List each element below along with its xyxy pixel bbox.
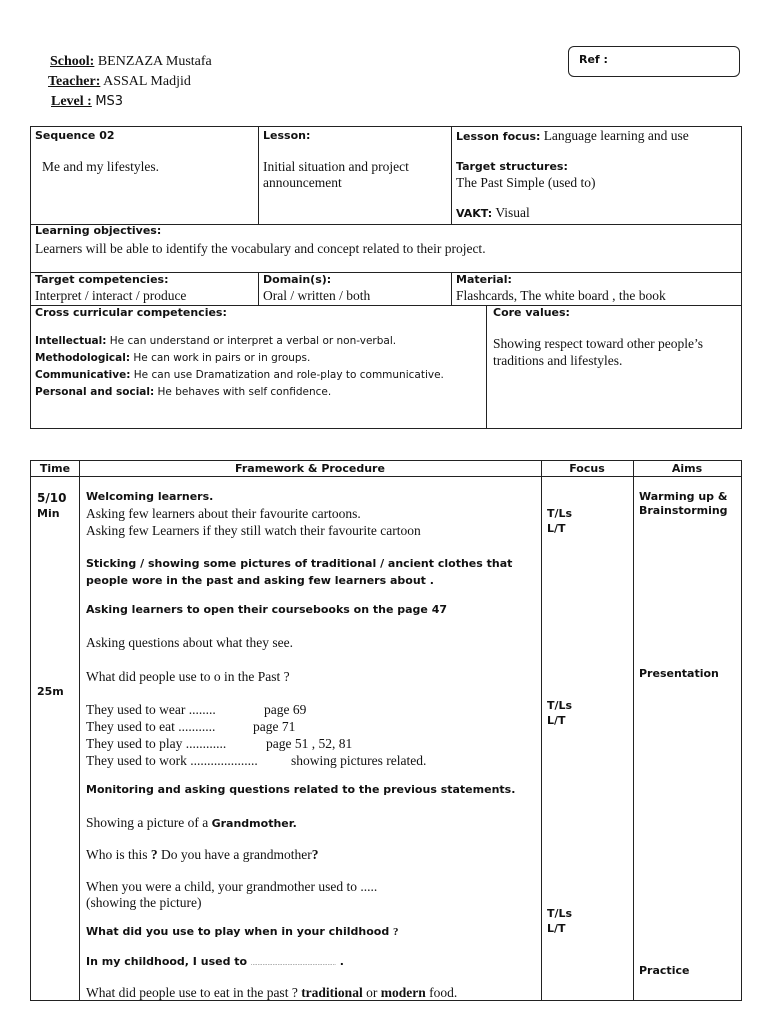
material-value: Flashcards, The white board , the book	[456, 288, 666, 303]
focus-2b: L/T	[547, 714, 566, 727]
showing-grandmother: Showing a picture of a Grandmother.	[86, 815, 297, 830]
time-1: 5/10	[37, 491, 67, 505]
lesson-focus	[456, 128, 689, 144]
what-play: What did you use to play when in your childhood ?	[86, 925, 399, 938]
core-label: Core values:	[493, 306, 570, 319]
core-value: Showing respect toward other people’s traditions and lifestyles.	[493, 336, 703, 368]
vakt-label: VAKT:	[456, 207, 493, 220]
divider	[258, 127, 259, 224]
target-value: The Past Simple (used to)	[456, 175, 596, 190]
teacher-row	[48, 72, 212, 92]
focus-2a: T/Ls	[547, 699, 573, 712]
used-line: They used to work .................... showing pictures related.	[86, 753, 427, 768]
lesson-label: Lesson:	[263, 129, 311, 142]
procedure-table	[30, 460, 742, 1001]
in-childhood: In my childhood, I used to …………………………………………… .	[86, 955, 344, 968]
used-line: They used to play ............ page 51 , 52, 81	[86, 736, 353, 751]
material-label: Material:	[456, 273, 512, 286]
ref-box	[568, 46, 740, 77]
what-did: What did people use to o in the Past ?	[86, 669, 290, 684]
time-2: 25m	[37, 685, 64, 698]
school-name: BENZAZA Mustafa	[97, 54, 212, 69]
cross-item: Communicative: He can use Dramatization and role-play to communicative.	[35, 369, 444, 381]
divider	[486, 305, 487, 428]
school-label: School:	[50, 54, 95, 69]
cross-list	[35, 333, 483, 401]
focus-value: Language learning and use	[543, 128, 689, 143]
used-line: They used to eat ........... page 71	[86, 719, 296, 734]
lesson-value: Initial situation and project announcement	[263, 159, 409, 190]
what-eat: What did people use to eat in the past ? traditional or modern food.	[86, 985, 458, 1000]
vakt	[456, 205, 530, 221]
divider	[633, 461, 634, 1000]
ask-questions: Asking questions about what they see.	[86, 635, 293, 650]
cross-item: Methodological: He can work in pairs or in groups.	[35, 352, 311, 364]
ask-watch: Asking few Learners if they still watch their favourite cartoon	[86, 523, 421, 538]
domain-value: Oral / written / both	[263, 288, 371, 303]
lesson-table	[30, 126, 742, 429]
when-child: When you were a child, your grandmother used to .....	[86, 879, 378, 894]
aim-3: Practice	[639, 964, 690, 977]
cross-label: Cross curricular competencies:	[35, 306, 227, 319]
aim-1: Warming up & Brainstorming	[639, 490, 728, 517]
target-label: Target structures:	[456, 160, 568, 173]
teacher-name: ASSAL Madjid	[103, 74, 191, 89]
showing-picture: (showing the picture)	[86, 895, 202, 910]
divider	[451, 272, 452, 305]
focus-3b: L/T	[547, 922, 566, 935]
time-1-unit: Min	[37, 507, 60, 520]
level-value: MS3	[95, 94, 124, 109]
sequence-title: Me and my lifestyles.	[42, 159, 159, 174]
divider	[541, 461, 542, 1000]
sticking: Sticking / showing some pictures of traditional / ancient clothes that people wore in the past and asking few learners about .	[86, 557, 513, 587]
divider	[31, 476, 741, 477]
competencies-value: Interpret / interact / produce	[35, 288, 187, 303]
competencies-label: Target competencies:	[35, 273, 169, 286]
level-row	[48, 92, 212, 112]
who-is-this: Who is this ? Do you have a grandmother?	[86, 847, 319, 862]
open-books: Asking learners to open their coursebooks on the page 47	[86, 603, 448, 616]
divider	[258, 272, 259, 305]
used-line: They used to wear ........ page 69	[86, 702, 307, 717]
vakt-value: Visual	[495, 205, 530, 220]
col-header-framework: Framework & Procedure	[235, 462, 385, 475]
col-header-focus: Focus	[569, 462, 605, 475]
objectives-value: Learners will be able to identify the vocabulary and concept related to their project.	[35, 241, 486, 256]
col-header-aims: Aims	[671, 462, 703, 475]
aim-2: Presentation	[639, 667, 719, 680]
level-label: Level :	[51, 94, 92, 109]
cross-item: Intellectual: He can understand or interpret a verbal or non-verbal.	[35, 335, 397, 347]
cross-item: Personal and social: He behaves with self confidence.	[35, 386, 332, 398]
focus-1a: T/Ls	[547, 507, 573, 520]
teacher-label: Teacher:	[48, 74, 101, 89]
ask-cartoons: Asking few learners about their favourite cartoons.	[86, 506, 361, 521]
focus-3a: T/Ls	[547, 907, 573, 920]
divider	[79, 461, 80, 1000]
divider	[451, 127, 452, 224]
objectives-label: Learning objectives:	[35, 224, 162, 237]
monitoring: Monitoring and asking questions related to the previous statements.	[86, 783, 516, 796]
school-row	[48, 52, 212, 72]
header-info	[48, 52, 212, 112]
welcome: Welcoming learners.	[86, 490, 214, 503]
col-header-time: Time	[39, 462, 71, 475]
ref-label: Ref :	[579, 53, 608, 66]
focus-label: Lesson focus:	[456, 130, 541, 143]
focus-1b: L/T	[547, 522, 566, 535]
sequence-label: Sequence 02	[35, 129, 115, 142]
domain-label: Domain(s):	[263, 273, 332, 286]
